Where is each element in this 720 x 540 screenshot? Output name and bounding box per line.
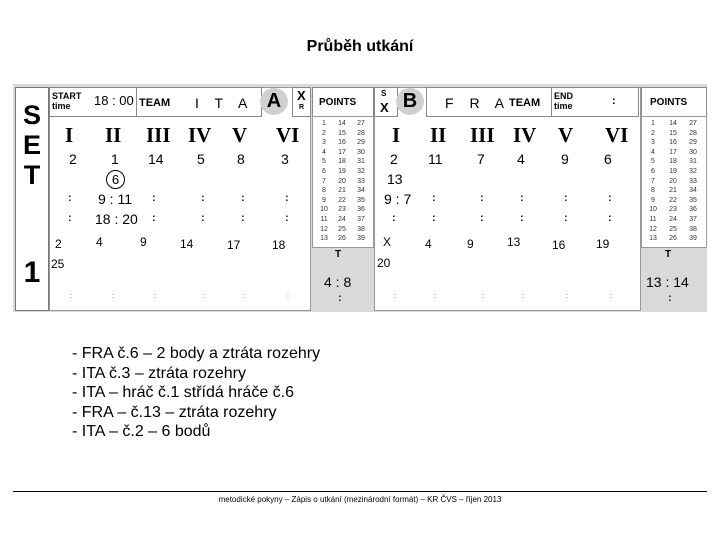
team-b-name: F R A — [445, 95, 511, 111]
notes-list — [72, 344, 320, 442]
score-dots: : — [610, 293, 612, 300]
points-number: 7 — [322, 177, 326, 185]
team-b-letter: B — [402, 90, 418, 112]
score-dots: : — [608, 192, 612, 204]
team-b-player-5: 9 — [561, 151, 569, 167]
team-b-serve-mark-2: 4 — [425, 237, 432, 251]
start-time-cell — [49, 87, 137, 117]
points-number: 5 — [322, 158, 326, 166]
set-letter-t: T — [23, 160, 41, 190]
score-dots: : — [285, 192, 289, 204]
points-number: 1 — [651, 120, 655, 127]
team-b-points-col-2 — [665, 119, 681, 244]
points-number: 13 — [649, 235, 657, 243]
points-number: 4 — [322, 148, 326, 156]
points-number: 24 — [669, 215, 677, 223]
team-b-timeout-letter: T — [665, 249, 672, 260]
score-dots: : — [566, 293, 568, 300]
note-item: - FRA – č.13 – ztráta rozehry — [72, 403, 277, 421]
team-b-points-grid — [641, 116, 707, 248]
points-number: 27 — [689, 120, 697, 127]
points-number: 19 — [338, 167, 346, 175]
team-a-sr-cell — [292, 87, 311, 117]
points-number: 11 — [320, 215, 328, 223]
points-number: 14 — [338, 120, 346, 127]
team-b-panel — [374, 87, 641, 311]
team-a-player-6: 3 — [281, 151, 289, 167]
team-a-extra-mark: 25 — [51, 257, 65, 271]
points-number: 36 — [689, 206, 697, 214]
team-a-sr-bottom: R — [299, 104, 305, 111]
team-b-player-3: 7 — [477, 151, 485, 167]
points-number: 21 — [338, 187, 346, 195]
team-a-sub-score: 9 : 11 — [98, 191, 132, 207]
set-letter-e: E — [22, 130, 41, 160]
points-number: 15 — [338, 129, 346, 137]
score-dots: : — [522, 293, 524, 300]
team-b-rotation-5: V — [558, 123, 574, 147]
points-number: 19 — [669, 167, 677, 175]
score-dots: : — [480, 212, 484, 224]
team-a-letter: A — [266, 90, 282, 112]
team-b-rotation-4: IV — [513, 123, 537, 147]
points-number: 10 — [320, 206, 328, 214]
team-a-points-col-2 — [334, 119, 350, 244]
team-a-player-2: 1 — [111, 151, 119, 167]
points-number: 37 — [689, 215, 697, 223]
points-number: 26 — [669, 235, 677, 243]
points-number: 3 — [322, 139, 326, 147]
team-b-name-cell — [426, 87, 552, 117]
team-b-points-label: POINTS — [650, 97, 688, 108]
note-item: - ITA č.3 – ztráta rozehry — [72, 364, 246, 382]
team-a-panel — [49, 87, 311, 311]
points-number: 30 — [357, 148, 365, 156]
points-number: 3 — [651, 139, 655, 147]
team-a-rotation-6: VI — [276, 123, 300, 147]
score-dots: : — [241, 212, 245, 224]
set-letter-s: S — [22, 100, 41, 130]
end-time-cell — [551, 87, 639, 117]
team-b-serve-mark-5: 16 — [552, 238, 566, 252]
points-number: 7 — [651, 177, 655, 185]
points-number: 34 — [689, 187, 697, 195]
points-number: 2 — [651, 129, 655, 137]
team-b-points-col-3 — [685, 119, 701, 244]
points-number: 16 — [669, 139, 677, 147]
team-a-player-4: 5 — [197, 151, 205, 167]
points-number: 5 — [651, 158, 655, 166]
points-number: 12 — [649, 225, 657, 233]
team-a-serve-mark-2: 4 — [96, 235, 103, 249]
team-a-timeout-letter: T — [335, 249, 342, 260]
team-a-sub-score-2: 18 : 20 — [95, 211, 138, 227]
points-number: 34 — [357, 187, 365, 195]
team-a-serve-mark-3: 9 — [140, 235, 147, 249]
team-b-player-6: 6 — [604, 151, 612, 167]
points-number: 37 — [357, 215, 365, 223]
end-time-label: time — [554, 101, 573, 111]
team-a-rotation-4: IV — [188, 123, 212, 147]
score-dots: : — [480, 192, 484, 204]
end-time-value: : — [612, 95, 616, 107]
score-dots: : — [287, 293, 289, 300]
team-b-sub-score: 9 : 7 — [384, 191, 412, 207]
points-number: 35 — [357, 196, 365, 204]
team-a-serve-mark-6: 18 — [272, 238, 286, 252]
team-a-rotation-2: II — [105, 123, 122, 147]
team-a-name-cell — [136, 87, 262, 117]
points-number: 30 — [689, 148, 697, 156]
points-number: 20 — [669, 177, 677, 185]
score-dots: : — [243, 293, 245, 300]
points-number: 2 — [322, 129, 326, 137]
score-dots: : — [338, 292, 342, 304]
team-b-rotation-3: III — [470, 123, 495, 147]
points-number: 12 — [320, 225, 328, 233]
points-number: 32 — [689, 167, 697, 175]
team-b-points-col-1 — [645, 119, 661, 244]
team-a-sr-top: X — [297, 88, 306, 103]
note-item: - ITA – hráč č.1 střídá hráče č.6 — [72, 384, 295, 401]
points-number: 8 — [322, 187, 326, 195]
points-number: 33 — [357, 177, 365, 185]
points-number: 21 — [669, 187, 677, 195]
team-b-sub-player: 13 — [387, 171, 403, 187]
points-number: 18 — [338, 158, 346, 166]
points-number: 38 — [357, 225, 365, 233]
score-dots: : — [201, 192, 205, 204]
points-number: 31 — [689, 158, 697, 166]
team-b-sx-cell — [374, 87, 398, 117]
team-b-s-label: S — [381, 89, 387, 98]
score-dots: : — [68, 212, 72, 224]
points-number: 33 — [689, 177, 697, 185]
team-a-rotation-3: III — [146, 123, 171, 147]
team-a-rotation-5: V — [232, 123, 248, 147]
points-number: 39 — [689, 235, 697, 243]
team-a-points-label: POINTS — [319, 97, 357, 108]
team-a-points-col-3 — [353, 119, 369, 244]
points-number: 36 — [357, 206, 365, 214]
team-a-name: I T A — [195, 95, 254, 111]
score-dots: : — [520, 192, 524, 204]
team-a-points-col-1 — [316, 119, 332, 244]
points-number: 4 — [651, 148, 655, 156]
team-b-points-header — [641, 87, 707, 117]
score-dots: : — [434, 293, 436, 300]
points-number: 29 — [689, 139, 697, 147]
team-a-player-5: 8 — [237, 151, 245, 167]
team-b-rotation-2: II — [430, 123, 447, 147]
score-dots: : — [285, 212, 289, 224]
points-number: 13 — [320, 235, 328, 243]
points-number: 10 — [649, 206, 657, 214]
team-b-final-score: 13 : 14 — [646, 274, 689, 290]
score-dots: : — [482, 293, 484, 300]
team-a-serve-mark-1: 2 — [55, 237, 62, 251]
points-number: 9 — [651, 196, 655, 204]
points-number: 28 — [357, 129, 365, 137]
points-number: 39 — [357, 235, 365, 243]
team-a-points-grid — [312, 116, 374, 248]
team-a-badge — [260, 88, 288, 115]
score-dots: : — [152, 212, 156, 224]
team-a-player-1: 2 — [69, 151, 77, 167]
start-time-label: time — [52, 101, 71, 111]
score-dots: : — [70, 293, 72, 300]
score-dots: : — [432, 192, 436, 204]
points-number: 6 — [651, 167, 655, 175]
footer-divider — [13, 491, 707, 492]
score-dots: : — [394, 293, 396, 300]
team-a-points-header — [312, 87, 374, 117]
points-number: 1 — [322, 120, 326, 127]
set-number: 1 — [23, 256, 41, 289]
score-dots: : — [432, 212, 436, 224]
points-number: 6 — [322, 167, 326, 175]
points-number: 24 — [338, 215, 346, 223]
team-a-final-score: 4 : 8 — [324, 274, 352, 290]
points-number: 8 — [651, 187, 655, 195]
points-number: 9 — [322, 196, 326, 204]
score-dots: : — [203, 293, 205, 300]
points-number: 25 — [338, 225, 346, 233]
team-b-serve-mark-4: 13 — [507, 235, 521, 249]
points-number: 31 — [357, 158, 365, 166]
points-number: 26 — [338, 235, 346, 243]
team-b-rotation-6: VI — [605, 123, 629, 147]
team-b-player-4: 4 — [517, 151, 525, 167]
team-b-player-1: 2 — [390, 151, 398, 167]
start-time-value: 18 : 00 — [94, 93, 134, 108]
team-a-rotation-1: I — [65, 123, 74, 147]
points-number: 38 — [689, 225, 697, 233]
score-dots: : — [152, 192, 156, 204]
points-number: 18 — [669, 158, 677, 166]
score-dots: : — [112, 293, 114, 300]
team-b-serve-mark-1: X — [383, 235, 392, 249]
points-number: 17 — [669, 148, 677, 156]
points-number: 29 — [357, 139, 365, 147]
team-b-badge — [396, 88, 424, 115]
points-number: 16 — [338, 139, 346, 147]
score-dots: : — [241, 192, 245, 204]
start-label: START — [52, 91, 82, 101]
points-number: 35 — [689, 196, 697, 204]
team-a-circled-sub: 6 — [106, 170, 125, 189]
points-number: 27 — [357, 120, 365, 127]
points-number: 23 — [338, 206, 346, 214]
team-b-team-label: TEAM — [509, 97, 541, 109]
team-a-team-label: TEAM — [139, 97, 171, 109]
points-number: 20 — [338, 177, 346, 185]
score-dots: : — [68, 192, 72, 204]
team-b-player-2: 11 — [428, 151, 443, 167]
score-dots: : — [668, 292, 672, 304]
team-b-extra-mark: 20 — [377, 256, 391, 270]
team-b-x-label: X — [380, 100, 389, 115]
points-number: 23 — [669, 206, 677, 214]
score-dots: : — [154, 293, 156, 300]
page-title: Průběh utkání — [306, 38, 414, 55]
team-b-serve-mark-6: 19 — [596, 237, 610, 251]
score-dots: : — [392, 212, 396, 224]
points-number: 28 — [689, 129, 697, 137]
score-dots: : — [608, 212, 612, 224]
points-number: 15 — [669, 129, 677, 137]
points-number: 32 — [357, 167, 365, 175]
points-number: 11 — [649, 215, 657, 223]
team-b-rotation-1: I — [392, 123, 401, 147]
score-dots: : — [520, 212, 524, 224]
points-number: 17 — [338, 148, 346, 156]
score-dots: : — [564, 212, 568, 224]
points-number: 22 — [669, 196, 677, 204]
footer-text: metodické pokyny – Zápis o utkání (mezinárodní formát) – KR ČVS – říjen 2013 — [218, 495, 502, 504]
team-a-serve-mark-5: 17 — [227, 238, 241, 252]
points-number: 25 — [669, 225, 677, 233]
team-a-serve-mark-4: 14 — [180, 237, 194, 251]
set-label-box — [15, 87, 49, 311]
note-item: - FRA č.6 – 2 body a ztráta rozehry — [72, 345, 321, 362]
team-b-serve-mark-3: 9 — [467, 237, 474, 251]
points-number: 14 — [669, 120, 677, 127]
note-item: - ITA – č.2 – 6 bodů — [72, 423, 211, 440]
team-a-player-3: 14 — [148, 151, 164, 167]
points-number: 22 — [338, 196, 346, 204]
score-dots: : — [201, 212, 205, 224]
end-label: END — [554, 91, 574, 101]
score-dots: : — [564, 192, 568, 204]
